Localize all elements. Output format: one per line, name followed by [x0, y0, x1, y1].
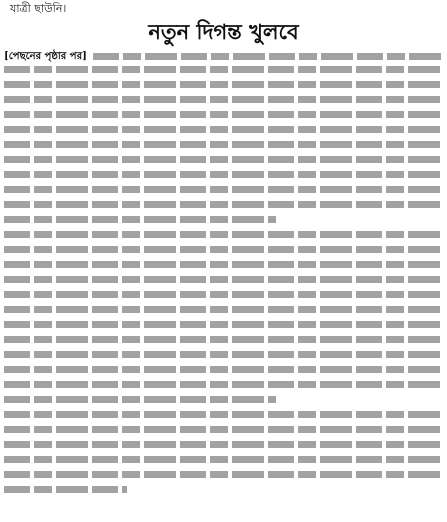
text-line — [4, 456, 443, 463]
text-line — [93, 53, 443, 60]
article-body-lines — [4, 66, 443, 493]
text-line — [4, 156, 443, 163]
text-line — [4, 486, 127, 493]
text-line — [4, 261, 443, 268]
text-line — [4, 216, 276, 223]
text-line — [4, 471, 443, 478]
article-first-line — [4, 51, 443, 62]
text-line — [4, 81, 443, 88]
text-line — [4, 141, 443, 148]
text-line — [4, 381, 443, 388]
text-line — [4, 366, 443, 373]
newspaper-clipping — [0, 3, 447, 522]
text-line — [4, 96, 443, 103]
text-line — [4, 411, 443, 418]
article-body — [4, 51, 443, 493]
text-line — [4, 231, 443, 238]
text-line — [4, 276, 443, 283]
text-line — [4, 441, 443, 448]
text-line — [4, 111, 443, 118]
text-line — [4, 291, 443, 298]
previous-article-fragment: যাত্রী ছাউনি। — [10, 2, 67, 15]
text-line — [4, 186, 443, 193]
text-line — [4, 321, 443, 328]
text-line — [4, 126, 443, 133]
text-line — [4, 66, 443, 73]
text-line — [4, 201, 443, 208]
continued-from-tag: [পেছনের পৃষ্ঠার পর] — [4, 51, 87, 62]
article-headline: নতুন দিগন্ত খুলবে — [148, 19, 299, 44]
text-line — [4, 351, 443, 358]
text-line — [4, 246, 443, 253]
text-line — [4, 426, 443, 433]
text-line — [4, 396, 276, 403]
text-line — [4, 306, 443, 313]
text-line — [4, 336, 443, 343]
text-line — [4, 171, 443, 178]
